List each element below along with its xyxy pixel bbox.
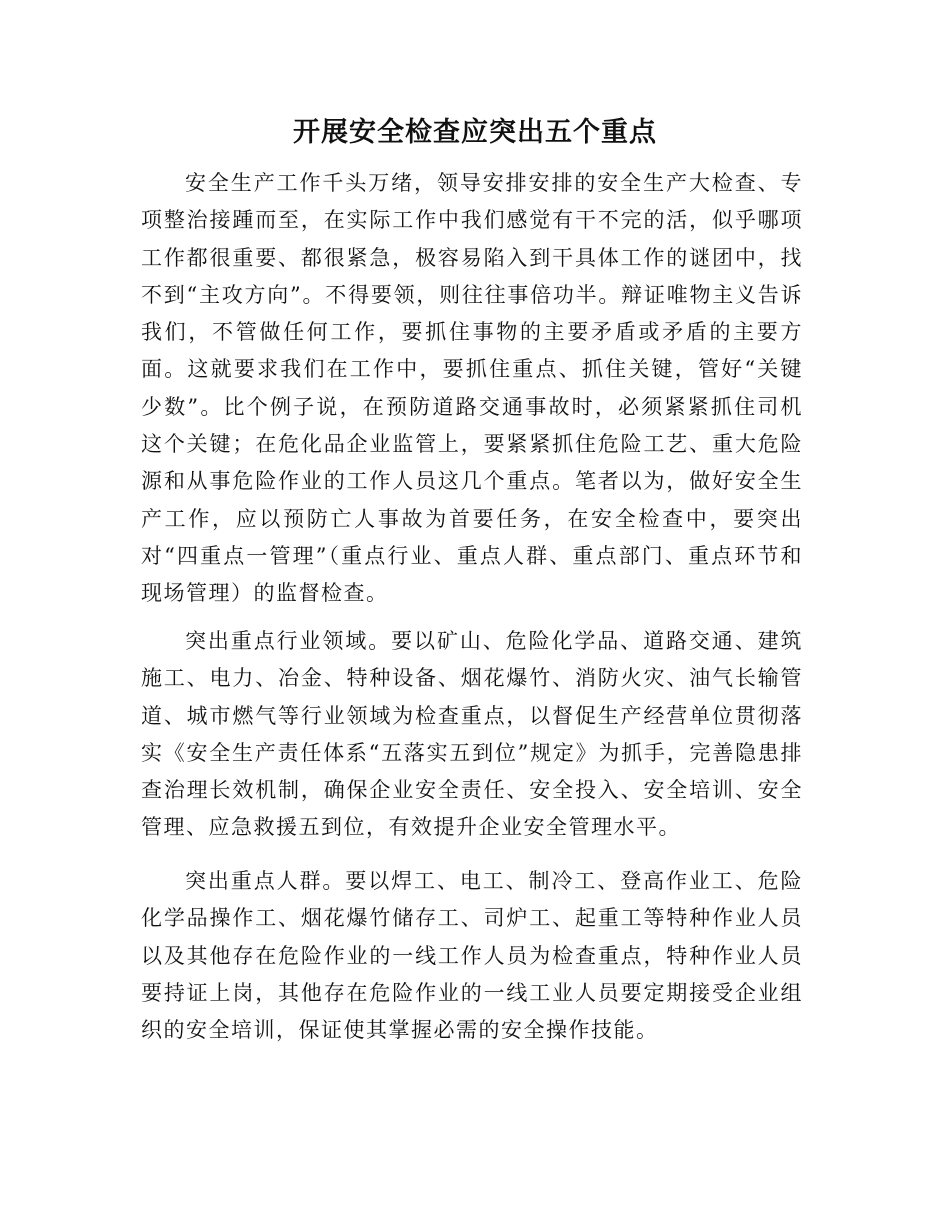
paragraph-intro: 安全生产工作千头万绪，领导安排安排的安全生产大检查、专项整治接踵而至，在实际工作中我们感觉有干不完的活，似乎哪项工作都很重要、都很紧急，极容易陷入到干具体工作的谜团中，找不到“主攻方向”。不得要领，则往往事倍功半。辩证唯物主义告诉我们，不管做任何工作，要抓住事物的主要矛盾或矛盾的主要方面。这就要求我们在工作中，要抓住重点、抓住关键，管好“关键少数”。比个例子说，在预防道路交通事故时，必须紧紧抓住司机这个关键；在危化品企业监管上，要紧紧抓住危险工艺、重大危险源和从事危险作业的工作人员这几个重点。笔者以为，做好安全生产工作，应以预防亡人事故为首要任务，在安全检查中，要突出对“四重点一管理”（重点行业、重点人群、重点部门、重点环节和现场管理）的监督检查。 (141, 171, 803, 606)
paragraph-key-industries: 突出重点行业领域。要以矿山、危险化学品、道路交通、建筑施工、电力、冶金、特种设备、烟花爆竹、消防火灾、油气长输管道、城市燃气等行业领域为检查重点，以督促生产经营单位贯彻落实《安全生产责任体系“五落实五到位”规定》为抓手，完善隐患排查治理长效机制，确保企业安全责任、安全投入、安全培训、安全管理、应急救援五到位，有效提升企业安全管理水平。 (141, 629, 803, 840)
page-title: 开展安全检查应突出五个重点 (293, 117, 657, 148)
paragraph-key-personnel: 突出重点人群。要以焊工、电工、制冷工、登高作业工、危险化学品操作工、烟花爆竹储存工、司炉工、起重工等特种作业人员以及其他存在危险作业的一线工作人员为检查重点，特种作业人员要持证上岗，其他存在危险作业的一线工业人员要定期接受企业组织的安全培训，保证使其掌握必需的安全操作技能。 (141, 869, 803, 1043)
